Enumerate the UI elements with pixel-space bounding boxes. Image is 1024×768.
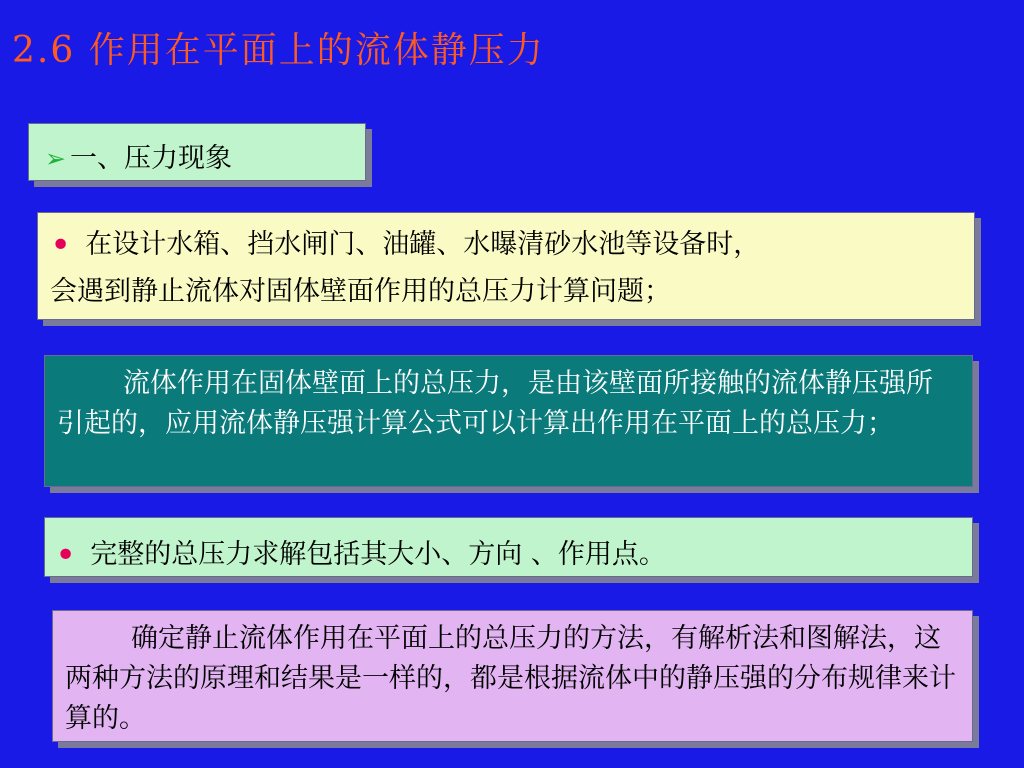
methods-paragraph: 确定静止流体作用在平面上的总压力的方法，有解析法和图解法，这两种方法的原理和结果是一样的，都是根据流体中的静压强的分布规律来计算的。 [65,623,956,734]
methods-box [52,610,973,742]
bullet-dot-icon: • [55,534,77,576]
complete-solution-box [44,517,973,577]
explanation-paragraph: 流体作用在固体壁面上的总压力，是由该壁面所接触的流体静压强所引起的，应用流体静压强计算公式可以计算出作用在平面上的总压力； [57,368,933,439]
total-pressure-explanation-box [44,355,973,487]
complete-solution-text: 完整的总压力求解包括其大小、方向 、作用点。 [90,539,666,570]
slide-title: 2.6 作用在平面上的流体静压力 [12,30,545,71]
bullet-text-line2: 会遇到静止流体对固体壁面作用的总压力计算问题； [50,276,671,307]
bullet-dot-icon: • [50,224,72,266]
section-heading-text: 一、压力现象 [69,143,232,174]
bullet-line-1 [50,221,964,268]
section-heading-box [28,123,366,181]
pressure-phenomenon-box [37,212,975,320]
bullet-text-line1: 在设计水箱、挡水闸门、油罐、水曝清砂水池等设备时， [85,229,761,260]
arrow-bullet-icon: ➢ [45,144,66,173]
